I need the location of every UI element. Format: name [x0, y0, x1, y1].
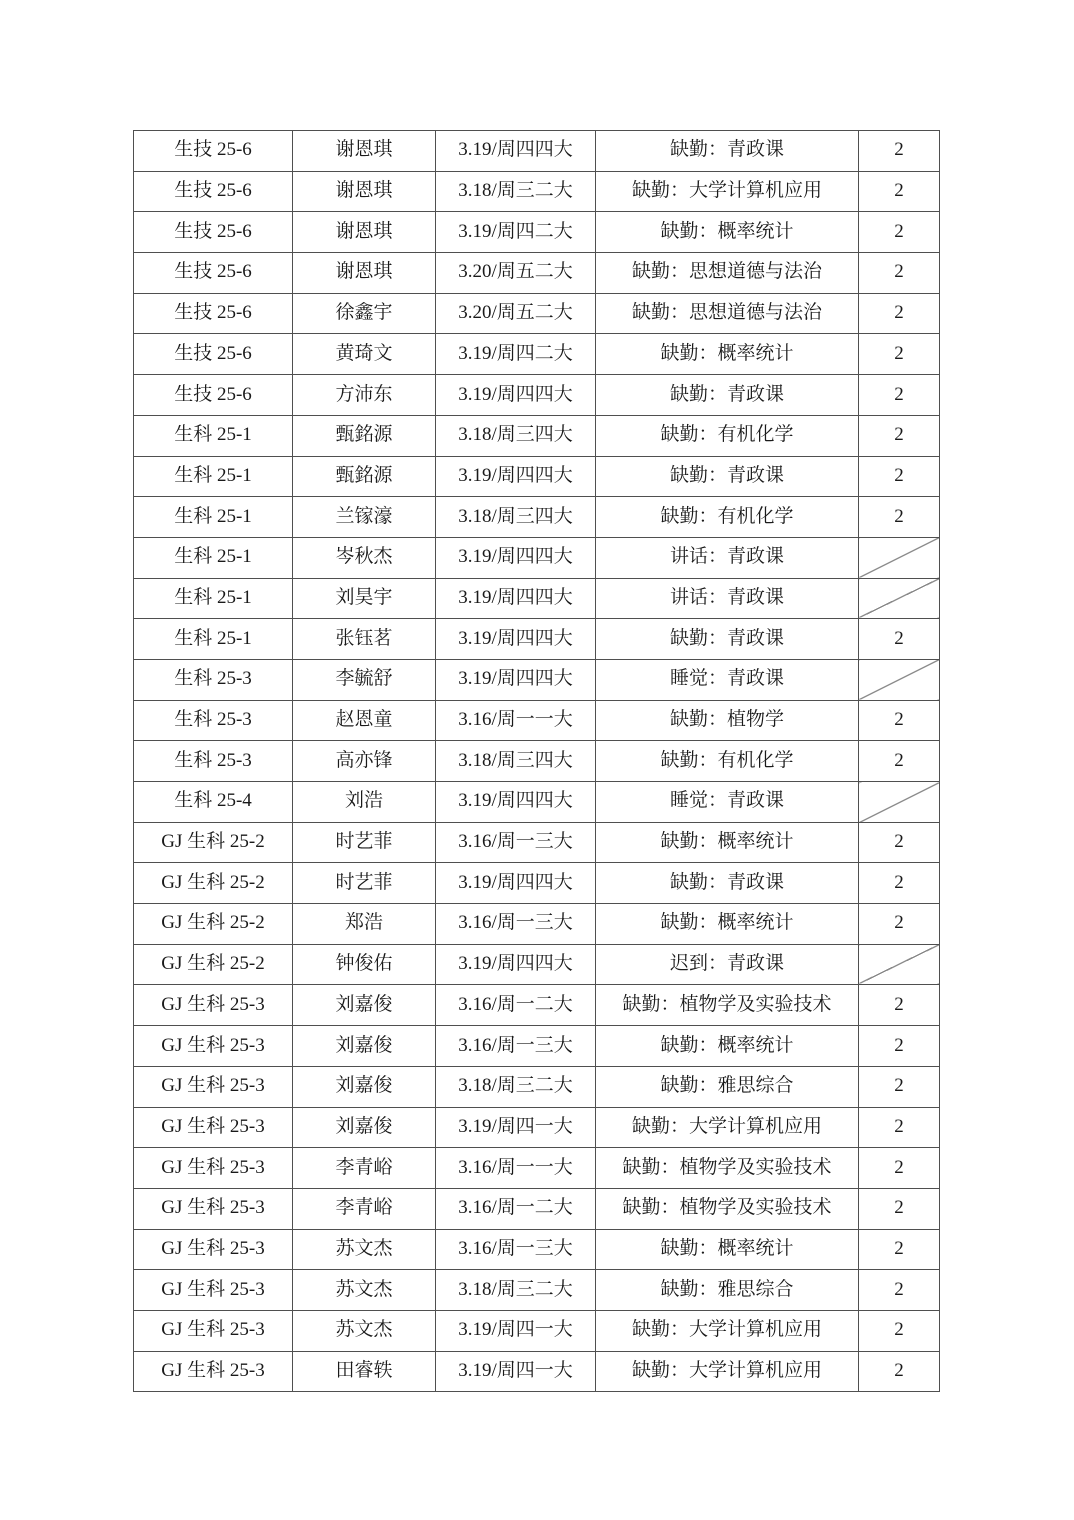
points-cell: 2 — [859, 456, 940, 497]
points-cell: 2 — [859, 1107, 940, 1148]
name-cell: 钟俊佑 — [293, 944, 436, 985]
name-cell: 刘嘉俊 — [293, 1066, 436, 1107]
reason-cell: 缺勤：概率统计 — [596, 212, 859, 253]
date-period-cell: 3.19/周四二大 — [436, 212, 596, 253]
class-cell: 生科 25-1 — [134, 497, 293, 538]
table-row — [134, 293, 940, 334]
points-cell: 2 — [859, 1270, 940, 1311]
date-period-cell: 3.19/周四一大 — [436, 1107, 596, 1148]
name-cell: 张钰茗 — [293, 619, 436, 660]
date-period-cell: 3.16/周一三大 — [436, 904, 596, 945]
class-cell: 生技 25-6 — [134, 334, 293, 375]
class-cell: 生科 25-1 — [134, 578, 293, 619]
points-cell: 2 — [859, 415, 940, 456]
reason-cell: 缺勤：青政课 — [596, 131, 859, 172]
class-cell: 生技 25-6 — [134, 131, 293, 172]
class-cell: 生科 25-4 — [134, 782, 293, 823]
name-cell: 甄銘源 — [293, 456, 436, 497]
reason-cell: 缺勤：有机化学 — [596, 497, 859, 538]
reason-cell: 缺勤：有机化学 — [596, 415, 859, 456]
reason-cell: 缺勤：有机化学 — [596, 741, 859, 782]
class-cell: GJ 生科 25-3 — [134, 1188, 293, 1229]
date-period-cell: 3.19/周四二大 — [436, 334, 596, 375]
date-period-cell: 3.18/周三二大 — [436, 1270, 596, 1311]
date-period-cell: 3.16/周一二大 — [436, 1188, 596, 1229]
date-period-cell: 3.16/周一一大 — [436, 700, 596, 741]
table-row — [134, 375, 940, 416]
reason-cell: 缺勤：青政课 — [596, 863, 859, 904]
name-cell: 苏文杰 — [293, 1310, 436, 1351]
reason-cell: 缺勤：大学计算机应用 — [596, 171, 859, 212]
date-period-cell: 3.19/周四四大 — [436, 863, 596, 904]
reason-cell: 缺勤：植物学 — [596, 700, 859, 741]
name-cell: 兰镓濠 — [293, 497, 436, 538]
table-row — [134, 863, 940, 904]
points-cell: 2 — [859, 619, 940, 660]
reason-cell: 缺勤：概率统计 — [596, 334, 859, 375]
table-row — [134, 782, 940, 823]
points-cell-crossed — [859, 578, 940, 619]
points-cell: 2 — [859, 253, 940, 294]
name-cell: 李青峪 — [293, 1188, 436, 1229]
date-period-cell: 3.20/周五二大 — [436, 293, 596, 334]
class-cell: GJ 生科 25-2 — [134, 904, 293, 945]
table-row — [134, 659, 940, 700]
date-period-cell: 3.19/周四四大 — [436, 782, 596, 823]
table-row — [134, 904, 940, 945]
name-cell: 刘嘉俊 — [293, 985, 436, 1026]
class-cell: 生技 25-6 — [134, 212, 293, 253]
reason-cell: 缺勤：大学计算机应用 — [596, 1351, 859, 1392]
class-cell: GJ 生科 25-3 — [134, 1026, 293, 1067]
class-cell: GJ 生科 25-3 — [134, 1351, 293, 1392]
name-cell: 方沛东 — [293, 375, 436, 416]
table-row — [134, 131, 940, 172]
points-cell: 2 — [859, 985, 940, 1026]
table-row — [134, 212, 940, 253]
table-row — [134, 741, 940, 782]
points-cell: 2 — [859, 1351, 940, 1392]
name-cell: 徐鑫宇 — [293, 293, 436, 334]
date-period-cell: 3.18/周三二大 — [436, 171, 596, 212]
points-cell: 2 — [859, 863, 940, 904]
reason-cell: 缺勤：概率统计 — [596, 822, 859, 863]
table-row — [134, 456, 940, 497]
date-period-cell: 3.19/周四四大 — [436, 131, 596, 172]
class-cell: GJ 生科 25-3 — [134, 1107, 293, 1148]
class-cell: GJ 生科 25-3 — [134, 1270, 293, 1311]
class-cell: GJ 生科 25-2 — [134, 863, 293, 904]
name-cell: 谢恩琪 — [293, 131, 436, 172]
name-cell: 时艺菲 — [293, 863, 436, 904]
attendance-table-body — [134, 131, 940, 1392]
class-cell: GJ 生科 25-2 — [134, 822, 293, 863]
reason-cell: 讲话：青政课 — [596, 578, 859, 619]
class-cell: 生技 25-6 — [134, 171, 293, 212]
date-period-cell: 3.18/周三二大 — [436, 1066, 596, 1107]
class-cell: 生科 25-3 — [134, 700, 293, 741]
date-period-cell: 3.18/周三四大 — [436, 741, 596, 782]
name-cell: 时艺菲 — [293, 822, 436, 863]
date-period-cell: 3.16/周一三大 — [436, 1026, 596, 1067]
table-row — [134, 1310, 940, 1351]
points-cell: 2 — [859, 1229, 940, 1270]
table-row — [134, 415, 940, 456]
table-row — [134, 171, 940, 212]
table-row — [134, 1026, 940, 1067]
name-cell: 谢恩琪 — [293, 253, 436, 294]
date-period-cell: 3.19/周四四大 — [436, 619, 596, 660]
name-cell: 刘嘉俊 — [293, 1026, 436, 1067]
table-row — [134, 334, 940, 375]
reason-cell: 缺勤：青政课 — [596, 456, 859, 497]
points-cell-crossed — [859, 782, 940, 823]
class-cell: 生科 25-1 — [134, 619, 293, 660]
date-period-cell: 3.16/周一二大 — [436, 985, 596, 1026]
points-cell: 2 — [859, 741, 940, 782]
points-cell: 2 — [859, 1310, 940, 1351]
table-row — [134, 1351, 940, 1392]
name-cell: 赵恩童 — [293, 700, 436, 741]
table-row — [134, 985, 940, 1026]
reason-cell: 睡觉：青政课 — [596, 782, 859, 823]
points-cell-crossed — [859, 537, 940, 578]
points-cell: 2 — [859, 1188, 940, 1229]
reason-cell: 讲话：青政课 — [596, 537, 859, 578]
points-cell: 2 — [859, 375, 940, 416]
points-cell: 2 — [859, 131, 940, 172]
date-period-cell: 3.19/周四一大 — [436, 1310, 596, 1351]
reason-cell: 缺勤：概率统计 — [596, 904, 859, 945]
name-cell: 李青峪 — [293, 1148, 436, 1189]
table-row — [134, 700, 940, 741]
points-cell: 2 — [859, 904, 940, 945]
name-cell: 谢恩琪 — [293, 212, 436, 253]
class-cell: 生科 25-1 — [134, 415, 293, 456]
date-period-cell: 3.18/周三四大 — [436, 415, 596, 456]
reason-cell: 缺勤：大学计算机应用 — [596, 1310, 859, 1351]
name-cell: 苏文杰 — [293, 1229, 436, 1270]
table-row — [134, 1107, 940, 1148]
points-cell: 2 — [859, 700, 940, 741]
date-period-cell: 3.19/周四一大 — [436, 1351, 596, 1392]
class-cell: 生科 25-3 — [134, 741, 293, 782]
date-period-cell: 3.18/周三四大 — [436, 497, 596, 538]
table-row — [134, 253, 940, 294]
reason-cell: 缺勤：植物学及实验技术 — [596, 1188, 859, 1229]
date-period-cell: 3.19/周四四大 — [436, 659, 596, 700]
class-cell: GJ 生科 25-3 — [134, 1310, 293, 1351]
name-cell: 刘嘉俊 — [293, 1107, 436, 1148]
points-cell: 2 — [859, 171, 940, 212]
reason-cell: 缺勤：思想道德与法治 — [596, 293, 859, 334]
name-cell: 苏文杰 — [293, 1270, 436, 1311]
name-cell: 高亦锋 — [293, 741, 436, 782]
attendance-table — [133, 130, 940, 1392]
class-cell: GJ 生科 25-3 — [134, 1066, 293, 1107]
table-row — [134, 497, 940, 538]
table-row — [134, 1188, 940, 1229]
reason-cell: 睡觉：青政课 — [596, 659, 859, 700]
points-cell: 2 — [859, 822, 940, 863]
table-row — [134, 578, 940, 619]
class-cell: GJ 生科 25-2 — [134, 944, 293, 985]
table-row — [134, 1270, 940, 1311]
name-cell: 甄銘源 — [293, 415, 436, 456]
date-period-cell: 3.19/周四四大 — [436, 944, 596, 985]
name-cell: 黄琦文 — [293, 334, 436, 375]
class-cell: 生技 25-6 — [134, 293, 293, 334]
reason-cell: 迟到：青政课 — [596, 944, 859, 985]
name-cell: 刘浩 — [293, 782, 436, 823]
class-cell: 生科 25-3 — [134, 659, 293, 700]
class-cell: 生技 25-6 — [134, 375, 293, 416]
points-cell: 2 — [859, 1066, 940, 1107]
table-row — [134, 537, 940, 578]
points-cell: 2 — [859, 497, 940, 538]
date-period-cell: 3.19/周四四大 — [436, 456, 596, 497]
points-cell: 2 — [859, 212, 940, 253]
table-row — [134, 822, 940, 863]
date-period-cell: 3.16/周一三大 — [436, 1229, 596, 1270]
class-cell: GJ 生科 25-3 — [134, 1148, 293, 1189]
name-cell: 刘昊宇 — [293, 578, 436, 619]
table-row — [134, 944, 940, 985]
date-period-cell: 3.16/周一一大 — [436, 1148, 596, 1189]
reason-cell: 缺勤：大学计算机应用 — [596, 1107, 859, 1148]
points-cell: 2 — [859, 293, 940, 334]
points-cell-crossed — [859, 944, 940, 985]
reason-cell: 缺勤：概率统计 — [596, 1229, 859, 1270]
class-cell: 生科 25-1 — [134, 456, 293, 497]
date-period-cell: 3.19/周四四大 — [436, 537, 596, 578]
table-row — [134, 1066, 940, 1107]
reason-cell: 缺勤：思想道德与法治 — [596, 253, 859, 294]
name-cell: 李毓舒 — [293, 659, 436, 700]
class-cell: GJ 生科 25-3 — [134, 985, 293, 1026]
class-cell: GJ 生科 25-3 — [134, 1229, 293, 1270]
points-cell-crossed — [859, 659, 940, 700]
date-period-cell: 3.19/周四四大 — [436, 375, 596, 416]
date-period-cell: 3.16/周一三大 — [436, 822, 596, 863]
reason-cell: 缺勤：青政课 — [596, 375, 859, 416]
points-cell: 2 — [859, 1026, 940, 1067]
class-cell: 生技 25-6 — [134, 253, 293, 294]
class-cell: 生科 25-1 — [134, 537, 293, 578]
table-row — [134, 619, 940, 660]
name-cell: 岑秋杰 — [293, 537, 436, 578]
reason-cell: 缺勤：植物学及实验技术 — [596, 985, 859, 1026]
table-row — [134, 1148, 940, 1189]
reason-cell: 缺勤：雅思综合 — [596, 1066, 859, 1107]
reason-cell: 缺勤：概率统计 — [596, 1026, 859, 1067]
reason-cell: 缺勤：雅思综合 — [596, 1270, 859, 1311]
points-cell: 2 — [859, 334, 940, 375]
date-period-cell: 3.20/周五二大 — [436, 253, 596, 294]
name-cell: 郑浩 — [293, 904, 436, 945]
name-cell: 谢恩琪 — [293, 171, 436, 212]
reason-cell: 缺勤：植物学及实验技术 — [596, 1148, 859, 1189]
date-period-cell: 3.19/周四四大 — [436, 578, 596, 619]
table-row — [134, 1229, 940, 1270]
reason-cell: 缺勤：青政课 — [596, 619, 859, 660]
name-cell: 田睿轶 — [293, 1351, 436, 1392]
points-cell: 2 — [859, 1148, 940, 1189]
